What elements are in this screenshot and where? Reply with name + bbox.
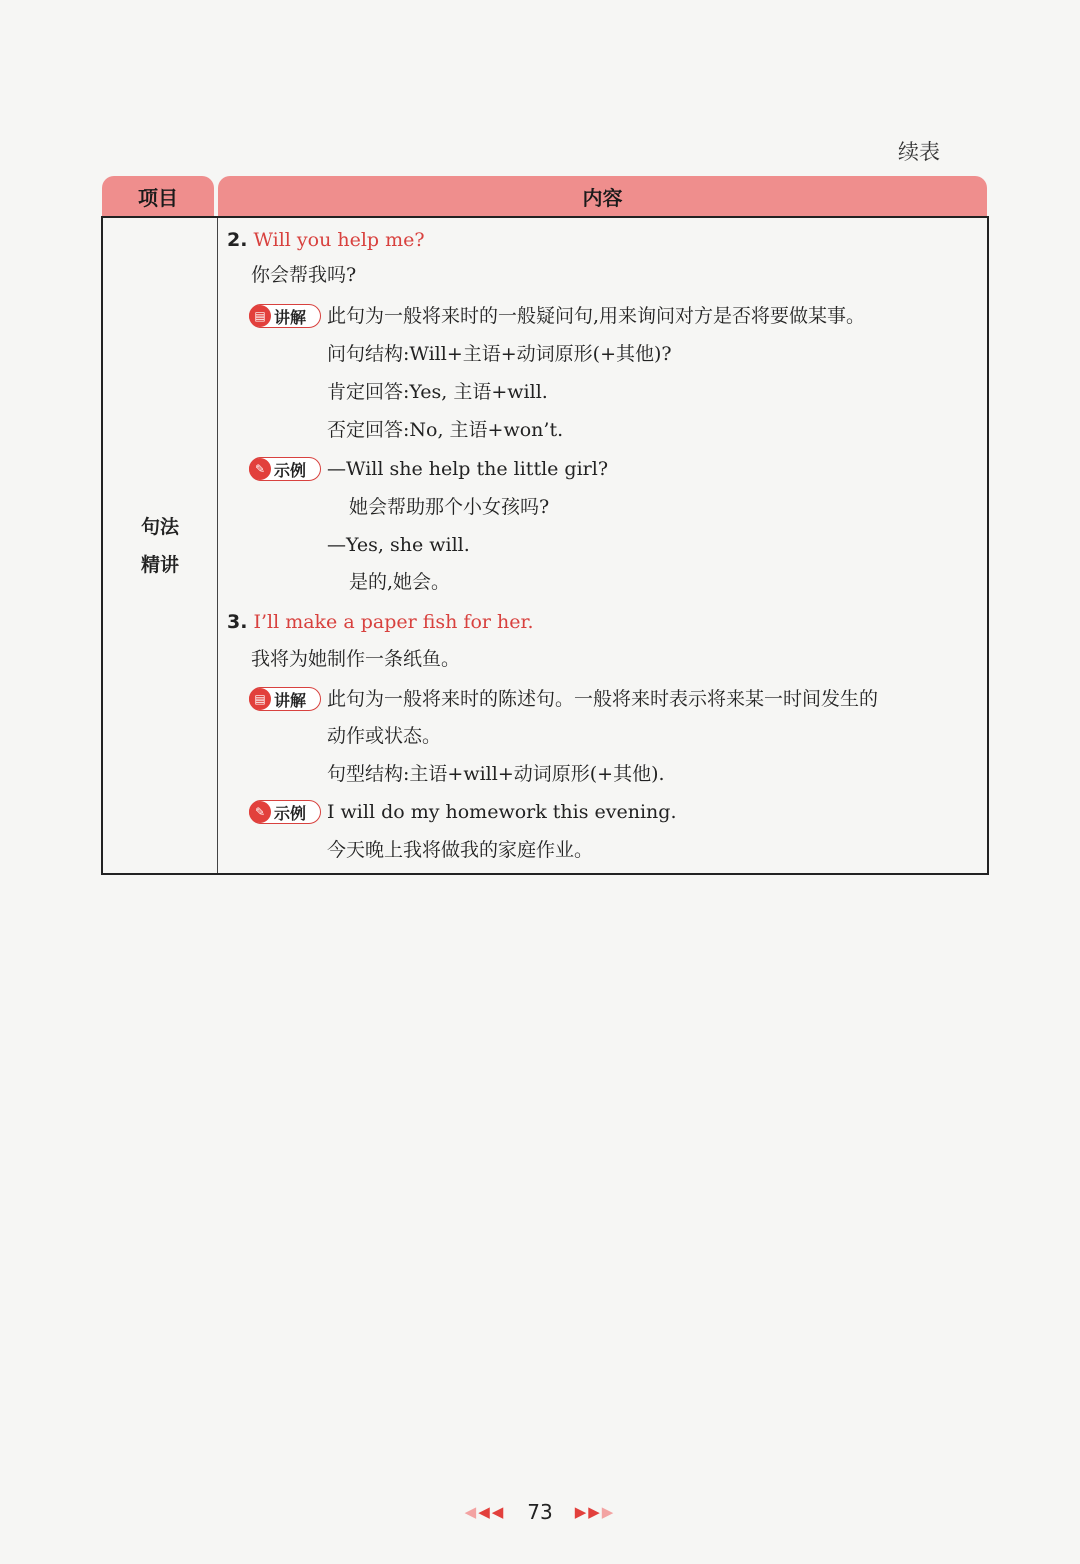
item3-explain-line2: 动作或状态。	[327, 725, 442, 747]
item3-sentence: I’ll make a paper fish for her.	[253, 611, 534, 633]
continued-label: 续表	[898, 140, 940, 164]
explain-tag	[249, 304, 321, 328]
item2-yes-answer: 肯定回答:Yes, 主语+will.	[327, 381, 548, 403]
row-label	[103, 508, 217, 584]
row-label-line2: 精讲	[140, 554, 179, 576]
column-header-content: 内容	[218, 176, 987, 216]
item3-heading	[227, 609, 534, 635]
example-tag-label: 示例	[274, 460, 307, 480]
table-body	[101, 216, 989, 875]
row-label-line1: 句法	[140, 516, 179, 538]
item2-example-question: —Will she help the little girl?	[327, 458, 609, 480]
explain-tag-label: 讲解	[274, 307, 307, 327]
explain-tag-label: 讲解	[274, 690, 307, 710]
example-tag	[249, 800, 321, 824]
item3-structure: 句型结构:主语+will+动词原形(+其他).	[327, 763, 665, 785]
item2-structure: 问句结构:Will+主语+动词原形(+其他)?	[327, 343, 672, 365]
item2-sentence: Will you help me?	[253, 229, 425, 251]
item2-no-answer: 否定回答:No, 主语+won’t.	[327, 419, 564, 441]
item3-example: I will do my homework this evening.	[327, 801, 677, 823]
item2-example-answer-cn: 是的,她会。	[349, 571, 451, 593]
prev-arrows-icon: ◀◀◀	[464, 1503, 506, 1521]
book-icon: ▤	[249, 688, 271, 710]
item2-example-answer: —Yes, she will.	[327, 534, 470, 556]
item3-translation: 我将为她制作一条纸鱼。	[251, 648, 461, 670]
item2-example-question-cn: 她会帮助那个小女孩吗?	[349, 496, 550, 518]
item2-heading	[227, 227, 425, 253]
column-divider	[217, 218, 218, 873]
page-number: 73	[527, 1500, 553, 1524]
item2-translation: 你会帮我吗?	[251, 264, 357, 286]
explain-tag	[249, 687, 321, 711]
item3-number: 3.	[227, 611, 248, 633]
example-tag-label: 示例	[274, 803, 307, 823]
next-arrows-icon: ▶▶▶	[574, 1503, 616, 1521]
item2-number: 2.	[227, 229, 248, 251]
pen-icon: ✎	[249, 801, 271, 823]
page-footer	[0, 1500, 1080, 1524]
item3-example-cn: 今天晚上我将做我的家庭作业。	[327, 839, 594, 861]
column-header-item: 项目	[102, 176, 214, 216]
pen-icon: ✎	[249, 458, 271, 480]
example-tag	[249, 457, 321, 481]
table-header	[102, 176, 987, 216]
book-icon: ▤	[249, 305, 271, 327]
item2-explain: 此句为一般将来时的一般疑问句,用来询问对方是否将要做某事。	[327, 305, 866, 327]
item3-explain-line1: 此句为一般将来时的陈述句。一般将来时表示将来某一时间发生的	[327, 688, 879, 710]
